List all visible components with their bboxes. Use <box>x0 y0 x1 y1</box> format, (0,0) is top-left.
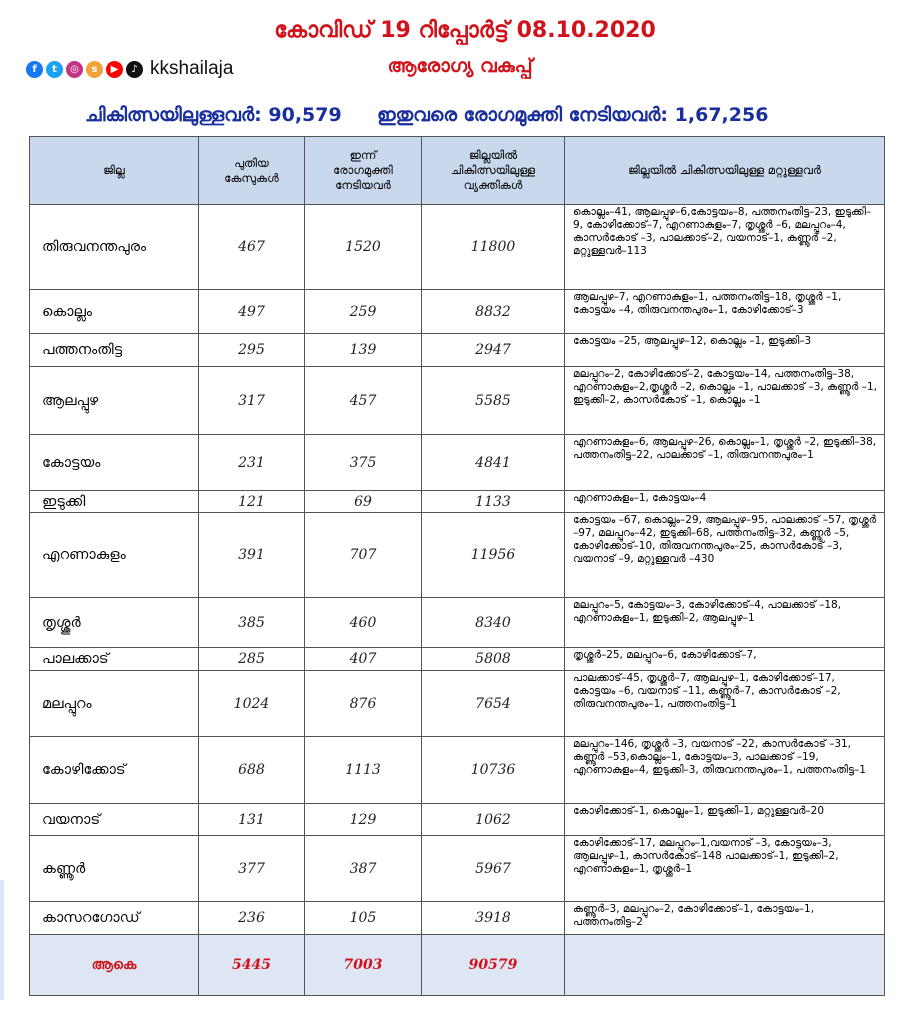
header-under-treatment: ജില്ലയിൽ ചികിത്സയിലുള്ള വ്യക്തികൾ <box>422 137 565 205</box>
instagram-icon[interactable]: ◎ <box>66 61 83 78</box>
table-row <box>30 737 885 804</box>
table-row <box>30 435 885 491</box>
total-under-treatment: 90579 <box>422 935 565 996</box>
report-title: കോവിഡ് 19 റിപ്പോർട്ട് 08.10.2020 <box>274 18 656 43</box>
others-cell: കണ്ണൂർ–3, മലപ്പുറം–2, കോഴിക്കോട്–1, കോട്ടയം–1, പത്തനംതിട്ട–2 <box>565 902 885 935</box>
edge-decoration <box>0 880 4 1000</box>
district-name: വയനാട് <box>30 804 199 836</box>
others-cell: ആലപ്പുഴ–7, എറണാകുളം–1, പത്തനംതിട്ട–18, തൃശ്ശൂർ –1, കോട്ടയം –4, തിരുവനന്തപുരം–1, കോഴിക്കോട്–3 <box>565 290 885 334</box>
table-row <box>30 491 885 513</box>
table-row <box>30 804 885 836</box>
recovered-cell: 1113 <box>305 737 422 804</box>
new-cases-cell: 317 <box>199 367 305 435</box>
under-treatment-cell: 11800 <box>422 205 565 290</box>
table-row <box>30 648 885 671</box>
others-cell: മലപ്പുറം–2, കോഴിക്കോട്–2, കോട്ടയം–14, പത്തനംതിട്ട–38, എറണാകുളം–2,തൃശ്ശൂർ –2, കൊല്ലം –1, പാലക്കാട് –3, കണ്ണൂർ –1, ഇടുക്കി–2, കാസർകോട് –1, കൊല്ലം –1 <box>565 367 885 435</box>
twitter-icon[interactable]: t <box>46 61 63 78</box>
social-bar <box>26 58 233 80</box>
covid-district-table <box>29 136 885 996</box>
summary-line <box>85 104 845 126</box>
new-cases-cell: 131 <box>199 804 305 836</box>
under-treatment-value: 90,579 <box>268 104 342 126</box>
others-cell: എറണാകുളം–1, കോട്ടയം–4 <box>565 491 885 513</box>
new-cases-cell: 688 <box>199 737 305 804</box>
facebook-icon[interactable]: f <box>26 61 43 78</box>
district-name: കോട്ടയം <box>30 435 199 491</box>
table-row <box>30 367 885 435</box>
district-name: കോഴിക്കോട് <box>30 737 199 804</box>
under-treatment-cell: 2947 <box>422 334 565 367</box>
others-cell: കൊല്ലം–41, ആലപ്പുഴ–6,കോട്ടയം–8, പത്തനംതിട്ട–23, ഇടുക്കി–9, കോഴിക്കോട്–7, എറണാകുളം–7, തൃശ്ശൂർ –6, മലപ്പുറം–4, കാസർകോട് –3, പാലക്കാട്–2, വയനാട്–1, കണ്ണൂർ –2, മറ്റുള്ളവർ–113 <box>565 205 885 290</box>
recovered-cell: 876 <box>305 671 422 737</box>
under-treatment-cell: 3918 <box>422 902 565 935</box>
new-cases-cell: 497 <box>199 290 305 334</box>
others-cell: കോഴിക്കോട്–1, കൊല്ലം–1, ഇടുക്കി–1, മറ്റുള്ളവർ–20 <box>565 804 885 836</box>
social-handle: kkshailaja <box>150 58 234 79</box>
others-cell: എറണാകുളം–6, ആലപ്പുഴ–26, കൊല്ലം–1, തൃശ്ശൂർ –2, ഇടുക്കി–38, പത്തനംതിട്ട–22, പാലക്കാട് –1, തിരുവനന്തപുരം–1 <box>565 435 885 491</box>
others-cell: തൃശ്ശൂർ–25, മലപ്പുറം–6, കോഴിക്കോട്–7, <box>565 648 885 671</box>
total-new-cases: 5445 <box>199 935 305 996</box>
district-name: തിരുവനന്തപുരം <box>30 205 199 290</box>
new-cases-cell: 385 <box>199 598 305 648</box>
new-cases-cell: 467 <box>199 205 305 290</box>
table-header-row <box>30 137 885 205</box>
district-name: എറണാകുളം <box>30 513 199 598</box>
new-cases-cell: 285 <box>199 648 305 671</box>
under-treatment-cell: 5585 <box>422 367 565 435</box>
district-name: തൃശ്ശൂർ <box>30 598 199 648</box>
total-recovered: 7003 <box>305 935 422 996</box>
youtube-icon[interactable]: ▶ <box>106 61 123 78</box>
under-treatment-cell: 7654 <box>422 671 565 737</box>
under-treatment-cell: 1133 <box>422 491 565 513</box>
others-cell: മലപ്പുറം–5, കോട്ടയം–3, കോഴിക്കോട്–4, പാലക്കാട് –18, എറണാകുളം–1, ഇടുക്കി–2, ആലപ്പുഴ–1 <box>565 598 885 648</box>
recovered-cell: 69 <box>305 491 422 513</box>
under-treatment-cell: 11956 <box>422 513 565 598</box>
table-row <box>30 205 885 290</box>
district-name: പാലക്കാട് <box>30 648 199 671</box>
recovered-cell: 460 <box>305 598 422 648</box>
new-cases-cell: 1024 <box>199 671 305 737</box>
recovered-cell: 707 <box>305 513 422 598</box>
others-cell: കോട്ടയം –25, ആലപ്പുഴ–12, കൊല്ലം –1, ഇടുക്കി–3 <box>565 334 885 367</box>
table-row <box>30 671 885 737</box>
district-name: ആലപ്പുഴ <box>30 367 199 435</box>
recovered-cell: 407 <box>305 648 422 671</box>
tiktok-icon[interactable]: ♪ <box>126 61 143 78</box>
district-name: കണ്ണൂർ <box>30 836 199 902</box>
others-cell: കോഴിക്കോട്–17, മലപ്പുറം–1,വയനാട് –3, കോട്ടയം–3, ആലപ്പുഴ–1, കാസർകോട്–148 പാലക്കാട്–1, ഇടുക്കി–2, എറണാകുളം–1, തൃശ്ശൂർ–1 <box>565 836 885 902</box>
under-treatment-cell: 10736 <box>422 737 565 804</box>
recovered-cell: 1520 <box>305 205 422 290</box>
department-subtitle: ആരോഗ്യ വകുപ്പ് <box>387 55 533 77</box>
new-cases-cell: 295 <box>199 334 305 367</box>
recovered-cell: 259 <box>305 290 422 334</box>
under-treatment-label: ചികിത്സയിലുള്ളവർ: <box>85 104 262 126</box>
others-cell: കോട്ടയം –67, കൊല്ലം–29, ആലപ്പുഴ–95, പാലക്കാട് –57, തൃശ്ശൂർ –97, മലപ്പുറം–42, ഇടുക്കി–68, പത്തനംതിട്ട–32, കണ്ണൂർ –5, കോഴിക്കോട്–10, തിരുവനന്തപുരം–25, കാസർകോട് –3, വയനാട് –9, മറ്റുള്ളവർ –430 <box>565 513 885 598</box>
new-cases-cell: 377 <box>199 836 305 902</box>
new-cases-cell: 391 <box>199 513 305 598</box>
under-treatment-cell: 5808 <box>422 648 565 671</box>
district-name: പത്തനംതിട്ട <box>30 334 199 367</box>
total-others-empty <box>565 935 885 996</box>
table-row <box>30 334 885 367</box>
header-recovered-today: ഇന്ന് രോഗമുക്തി നേടിയവർ <box>305 137 422 205</box>
district-name: മലപ്പുറം <box>30 671 199 737</box>
total-row <box>30 935 885 996</box>
table-row <box>30 836 885 902</box>
header-new-cases: പുതിയ കേസുകൾ <box>199 137 305 205</box>
new-cases-cell: 121 <box>199 491 305 513</box>
total-label: ആകെ <box>30 935 199 996</box>
recovered-value: 1,67,256 <box>674 104 769 126</box>
header-district: ജില്ല <box>30 137 199 205</box>
recovered-cell: 139 <box>305 334 422 367</box>
under-treatment-cell: 8340 <box>422 598 565 648</box>
recovered-cell: 387 <box>305 836 422 902</box>
under-treatment-cell: 8832 <box>422 290 565 334</box>
recovered-cell: 375 <box>305 435 422 491</box>
under-treatment-cell: 1062 <box>422 804 565 836</box>
sharechat-icon[interactable]: s <box>86 61 103 78</box>
new-cases-cell: 236 <box>199 902 305 935</box>
table-row <box>30 513 885 598</box>
new-cases-cell: 231 <box>199 435 305 491</box>
others-cell: മലപ്പുറം–146, തൃശ്ശൂർ –3, വയനാട് –22, കാസർകോട് –31, കണ്ണൂർ –53,കൊല്ലം–1, കോട്ടയം–3, പാലക്കാട് –19, എറണാകുളം–4, ഇടുക്കി–3, തിരുവനന്തപുരം–1, പത്തനംതിട്ട–1 <box>565 737 885 804</box>
recovered-cell: 105 <box>305 902 422 935</box>
recovered-cell: 457 <box>305 367 422 435</box>
others-cell: പാലക്കാട്–45, തൃശ്ശൂർ–7, ആലപ്പുഴ–1, കോഴിക്കോട്–17, കോട്ടയം –6, വയനാട് –11, കണ്ണൂർ–7, കാസർകോട് –2, തിരുവനന്തപുരം–1, പത്തനംതിട്ട–1 <box>565 671 885 737</box>
under-treatment-cell: 5967 <box>422 836 565 902</box>
table-row <box>30 290 885 334</box>
table-row <box>30 902 885 935</box>
recovered-label: ഇതുവരെ രോഗമുക്തി നേടിയവർ: <box>376 104 669 126</box>
recovered-cell: 129 <box>305 804 422 836</box>
district-name: കാസറഗോഡ് <box>30 902 199 935</box>
district-name: കൊല്ലം <box>30 290 199 334</box>
under-treatment-cell: 4841 <box>422 435 565 491</box>
header-others: ജില്ലയിൽ ചികിത്സയിലുള്ള മറ്റുള്ളവർ <box>565 137 885 205</box>
table-row <box>30 598 885 648</box>
district-name: ഇടുക്കി <box>30 491 199 513</box>
